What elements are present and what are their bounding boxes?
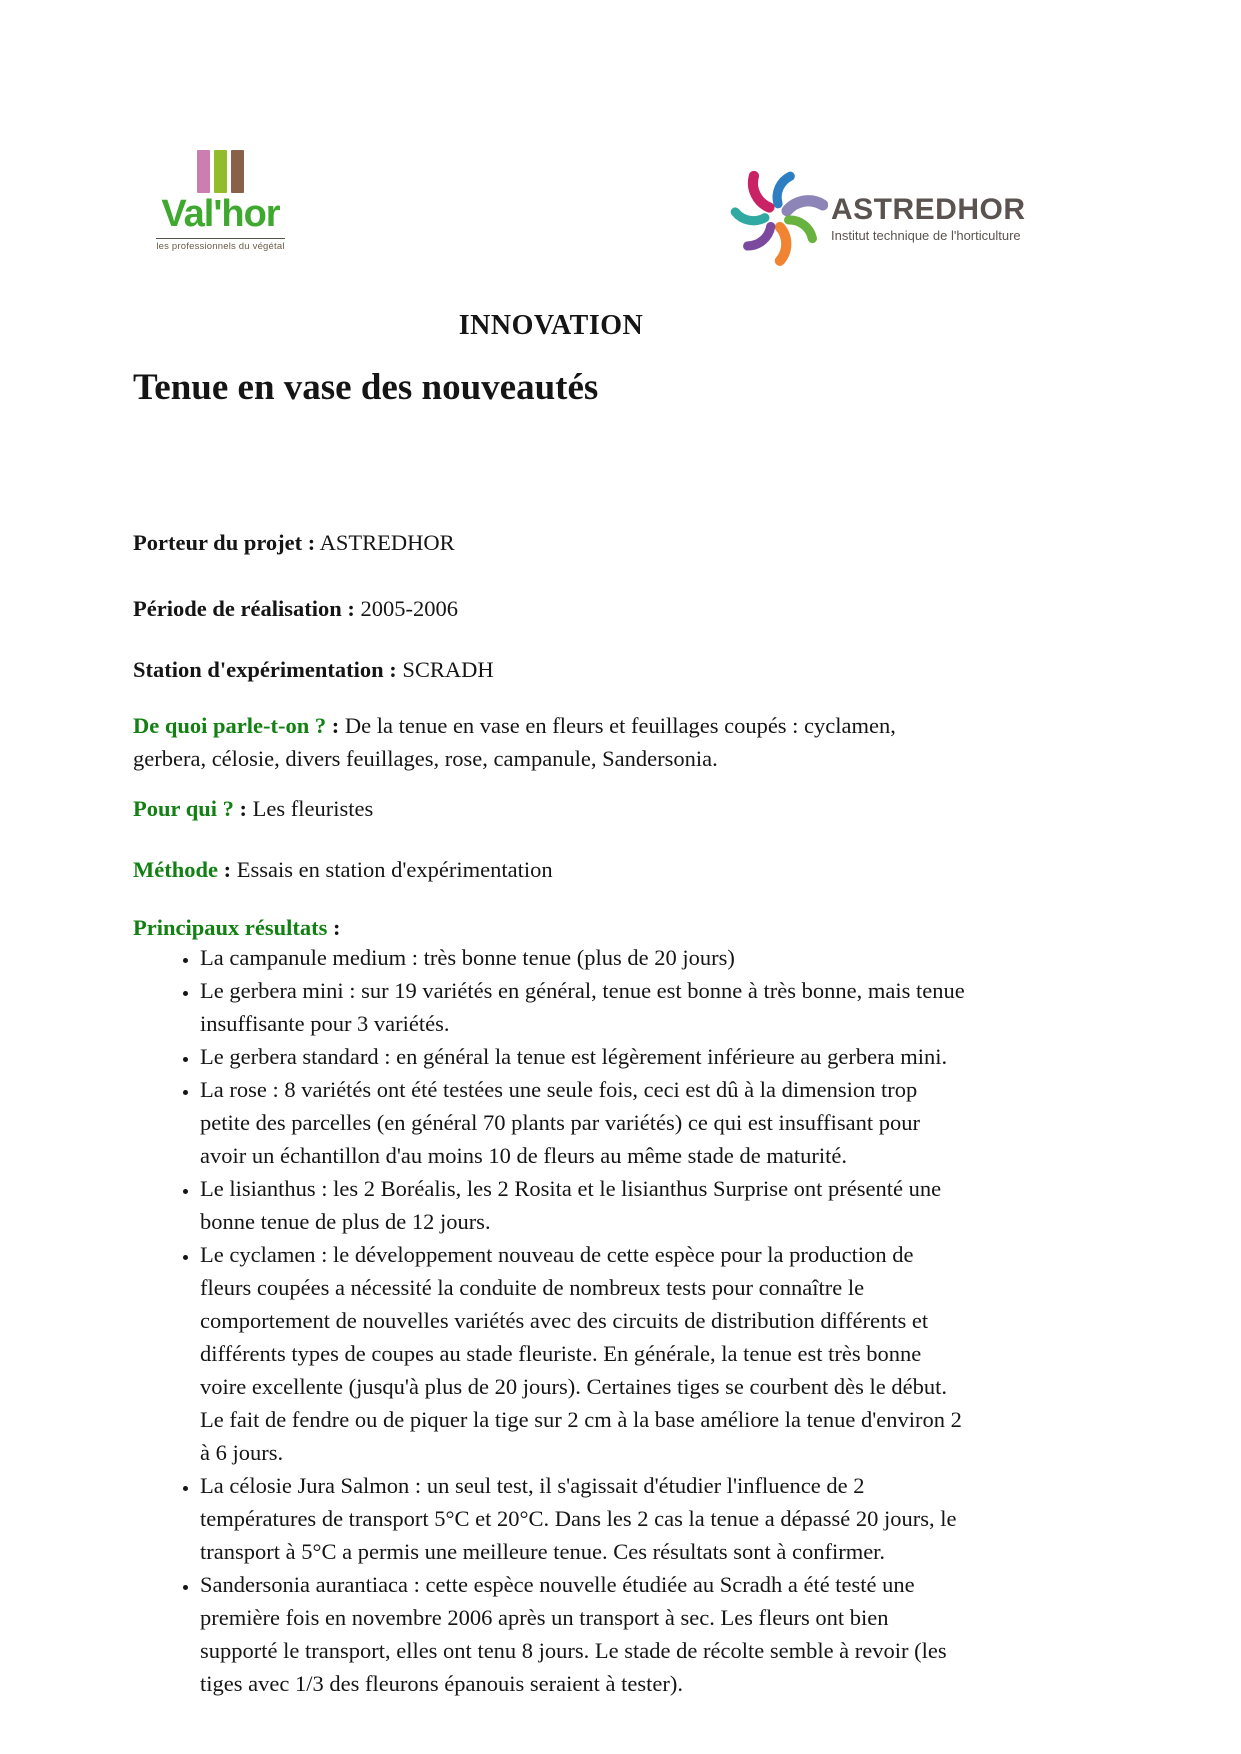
results-list: [133, 941, 969, 1700]
section-label: Pour qui ?: [133, 795, 234, 821]
section-text: Les fleuristes: [252, 795, 374, 821]
field-value: 2005-2006: [360, 595, 458, 621]
list-item-text: Le gerbera standard : en général la tenue est légèrement inférieure au gerbera mini.: [200, 1044, 948, 1069]
field-value: SCRADH: [402, 656, 494, 682]
field-experiment-station: [133, 653, 969, 686]
field-project-owner: [133, 526, 969, 559]
astredhor-wordmark: ASTREDHOR: [831, 193, 1026, 226]
list-item-text: Le gerbera mini : sur 19 variétés en général, tenue est bonne à très bonne, mais tenue insuffisante pour 3 variétés.: [200, 978, 965, 1036]
astredhor-pinwheel-icon: [726, 165, 828, 267]
list-item-text: La campanule medium : très bonne tenue (plus de 20 jours): [200, 945, 735, 970]
list-item-text: La célosie Jura Salmon : un seul test, il s'agissait d'étudier l'influence de 2 températures de transport 5°C et 20°C. Dans les 2 cas la tenue a dépassé 20 jours, le transport à 5°C a permis une meilleure tenue. Ces résultats sont à confirmer.: [200, 1473, 957, 1564]
field-label: Station d'expérimentation :: [133, 656, 397, 682]
list-item: [200, 1568, 969, 1700]
section-separator: :: [233, 795, 253, 821]
section-label: De quoi parle-t-on ?: [133, 712, 327, 738]
astredhor-logo: [726, 165, 1026, 267]
section-method: [133, 853, 969, 886]
list-item: [200, 941, 969, 974]
field-realisation-period: [133, 592, 969, 625]
list-item-text: Le lisianthus : les 2 Boréalis, les 2 Rosita et le lisianthus Surprise ont présenté une bonne tenue de plus de 12 jours.: [200, 1176, 942, 1234]
list-item-text: La rose : 8 variétés ont été testées une seule fois, ceci est dû à la dimension trop petite des parcelles (en général 70 plants par variétés) ce qui est insuffisant pour avoir un échantillon d'au moins 10 de fleurs au même stade de maturité.: [200, 1077, 920, 1168]
valhor-bar-pink-icon: [197, 150, 210, 193]
astredhor-tagline: Institut technique de l'horticulture: [831, 228, 1021, 243]
section-audience: [133, 792, 969, 825]
field-label: Porteur du projet :: [133, 529, 316, 555]
list-item: [200, 1040, 969, 1073]
astredhor-text-block: [831, 165, 1026, 267]
section-main-results-heading: [133, 911, 969, 944]
section-separator: :: [326, 712, 345, 738]
list-item: [200, 1172, 969, 1238]
valhor-bar-green-icon: [214, 150, 227, 193]
list-item: [200, 1469, 969, 1568]
field-value: ASTREDHOR: [319, 529, 455, 555]
list-item: [200, 974, 969, 1040]
section-separator: :: [217, 856, 237, 882]
list-item-text: Le cyclamen : le développement nouveau de cette espèce pour la production de fleurs coupées a nécessité la conduite de nombreux tests pour connaître le comportement de nouvelles variétés avec des circuits de distribution différents et différents types de coupes au stade fleuriste. En générale, la tenue est très bonne voire excellente (jusqu'à plus de 20 jours). Certaines tiges se courbent dès le début. Le fait de fendre ou de piquer la tige sur 2 cm à la base améliore la tenue d'environ 2 à 6 jours.: [200, 1242, 962, 1465]
list-item-text: Sandersonia aurantiaca : cette espèce nouvelle étudiée au Scradh a été testé une première fois en novembre 2006 après un transport à sec. Les fleurs ont bien supporté le transport, elles ont tenu 8 jours. Le stade de récolte semble à revoir (les tiges avec 1/3 des fleurons épanouis seraient à tester).: [200, 1572, 947, 1696]
valhor-bar-brown-icon: [231, 150, 244, 193]
field-label: Période de réalisation :: [133, 595, 355, 621]
valhor-tagline: les professionnels du végétal: [156, 238, 284, 252]
list-item: [200, 1073, 969, 1172]
page-title: Tenue en vase des nouveautés: [133, 367, 599, 408]
section-label: Principaux résultats: [133, 914, 328, 940]
valhor-logo: [138, 150, 303, 254]
list-item: [200, 1238, 969, 1469]
valhor-logo-bars-icon: [138, 150, 303, 193]
section-separator: :: [327, 914, 341, 940]
section-label: Méthode: [133, 856, 218, 882]
valhor-wordmark: Val'hor: [161, 193, 280, 235]
section-text: Essais en station d'expérimentation: [236, 856, 553, 882]
document-category-heading: INNOVATION: [458, 310, 644, 341]
section-topic: [133, 709, 969, 775]
section-text: De la tenue en vase en fleurs et feuillages coupés : cyclamen, gerbera, célosie, divers feuillages, rose, campanule, Sandersonia.: [133, 712, 896, 771]
